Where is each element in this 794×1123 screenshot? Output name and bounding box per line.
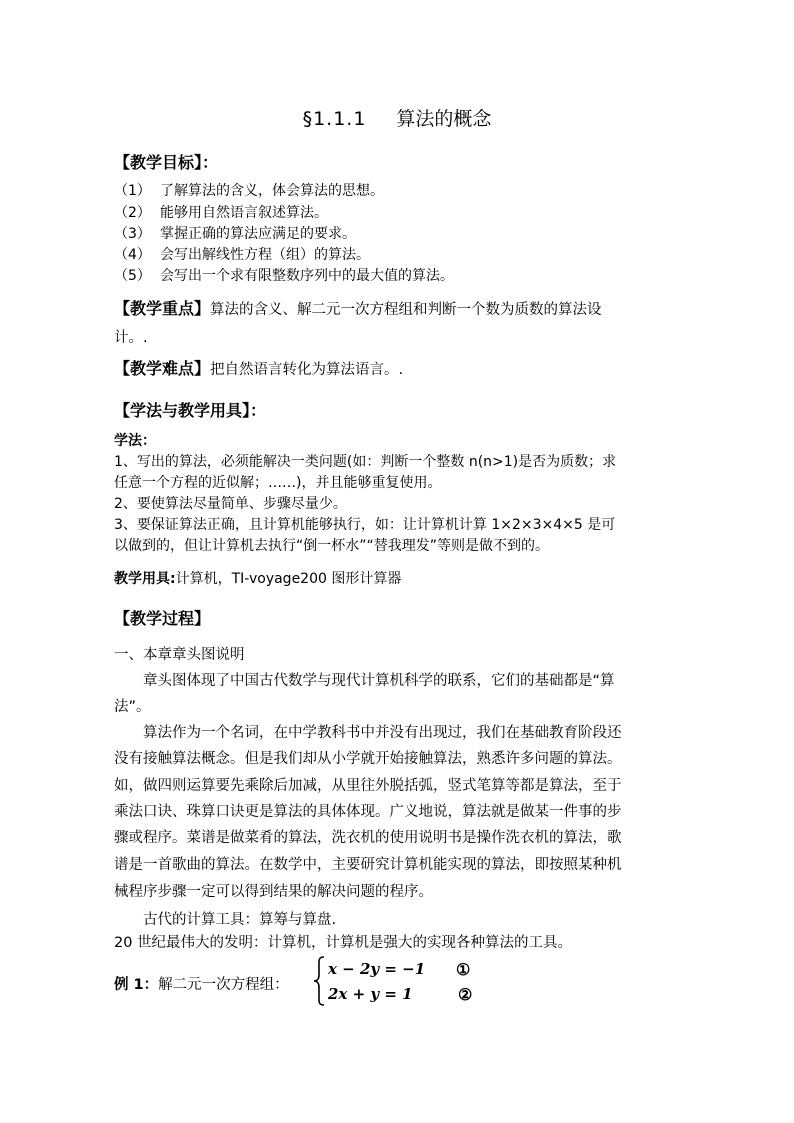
keypoints-line <box>114 296 602 319</box>
section-number: §1.1.1 <box>302 108 367 130</box>
paragraph-line: 没有接触算法概念。但是我们却从小学就开始接触算法，熟悉许多问题的算法。 <box>114 751 622 767</box>
paragraph-line: 乘法口诀、珠算口诀更是算法的具体体现。广义地说，算法就是做某一件事的步 <box>114 804 622 820</box>
equation-1-marker: ① <box>456 960 471 979</box>
example-label: 例 1： <box>114 977 159 993</box>
objective-number: （3） <box>114 226 151 242</box>
century-invention-line: 20 世纪最伟大的发明：计算机，计算机是强大的实现各种算法的工具。 <box>114 935 573 951</box>
objective-text: 会写出解线性方程（组）的算法。 <box>160 247 370 263</box>
teaching-tools-text: 计算机，TI-voyage200 图形计算器 <box>175 571 402 587</box>
paragraph-line: 法”。 <box>114 699 151 715</box>
paragraph-line: 械程序步骤一定可以得到结果的解决问题的程序。 <box>114 884 433 900</box>
paragraph-line: 如，做四则运算要先乘除后加减，从里往外脱括弧，竖式笔算等都是算法，至于 <box>114 778 622 794</box>
objective-item <box>114 265 454 285</box>
difficulty-heading: 【教学难点】 <box>114 359 211 378</box>
objective-number: （1） <box>114 183 151 199</box>
difficulty-text: 把自然语言转化为算法语言。. <box>210 362 404 378</box>
equation-2: 2x + y = 1 <box>328 985 413 1003</box>
keypoints-continuation: 计。. <box>114 330 148 346</box>
teaching-tools-line <box>114 568 401 588</box>
equation-system <box>312 955 326 1011</box>
objective-item <box>114 223 356 243</box>
objective-number: （2） <box>114 205 151 221</box>
objectives-heading: 【教学目标】： <box>114 153 219 172</box>
method-line: 以做到的，但让计算机去执行“倒一杯水”“替我理发”等则是做不到的。 <box>114 538 550 554</box>
equation-2-marker: ② <box>458 985 473 1004</box>
method-line: 任意一个方程的近似解；……)，并且能够重复使用。 <box>114 475 442 491</box>
page-title <box>0 104 794 131</box>
paragraph-line: 算法作为一个名词，在中学教科书中并没有出现过，我们在基础教育阶段还 <box>143 725 622 741</box>
paragraph-line: 谱是一首歌曲的算法。在数学中，主要研究计算机能实现的算法，即按照某种机 <box>114 857 622 873</box>
keypoints-text: 算法的含义、解二元一次方程组和判断一个数为质数的算法设 <box>210 302 602 318</box>
example-line <box>114 973 289 994</box>
objective-item <box>114 202 328 222</box>
objective-item <box>114 180 384 200</box>
study-method-label: 学法： <box>114 433 156 449</box>
paragraph-line: 章头图体现了中国古代数学与现代计算机科学的联系，它们的基础都是“算 <box>143 673 615 689</box>
method-line: 1、写出的算法，必须能解决一类问题(如：判断一个整数 n(n>1)是否为质数；求 <box>114 454 617 470</box>
process-heading: 【教学过程】 <box>114 609 211 628</box>
title-text: 算法的概念 <box>396 108 492 130</box>
example-text: 解二元一次方程组： <box>158 977 289 993</box>
method-line: 2、要使算法尽量简单、步骤尽量少。 <box>114 496 347 512</box>
objective-item <box>114 244 370 264</box>
method-line: 3、要保证算法正确，且计算机能够执行，如：让计算机计算 1×2×3×4×5 是可 <box>114 517 616 533</box>
ancient-tools-line: 古代的计算工具：算筹与算盘. <box>143 912 337 928</box>
objective-text: 掌握正确的算法应满足的要求。 <box>160 226 356 242</box>
teaching-tools-label: 教学用具: <box>114 571 176 587</box>
difficulty-line <box>114 356 403 379</box>
objective-text: 会写出一个求有限整数序列中的最大值的算法。 <box>160 268 454 284</box>
paragraph-line: 骤或程序。菜谱是做菜肴的算法，洗衣机的使用说明书是操作洗衣机的算法，歌 <box>114 830 622 846</box>
keypoints-heading: 【教学重点】 <box>114 299 211 318</box>
methods-heading: 【学法与教学用具】： <box>114 401 267 420</box>
equation-1: x − 2y = −1 <box>328 960 426 978</box>
objective-text: 能够用自然语言叙述算法。 <box>160 205 328 221</box>
objective-number: （5） <box>114 268 151 284</box>
objective-number: （4） <box>114 247 151 263</box>
process-subheading: 一、本章章头图说明 <box>114 647 245 663</box>
left-brace-icon <box>312 955 326 1007</box>
objective-text: 了解算法的含义，体会算法的思想。 <box>160 183 384 199</box>
